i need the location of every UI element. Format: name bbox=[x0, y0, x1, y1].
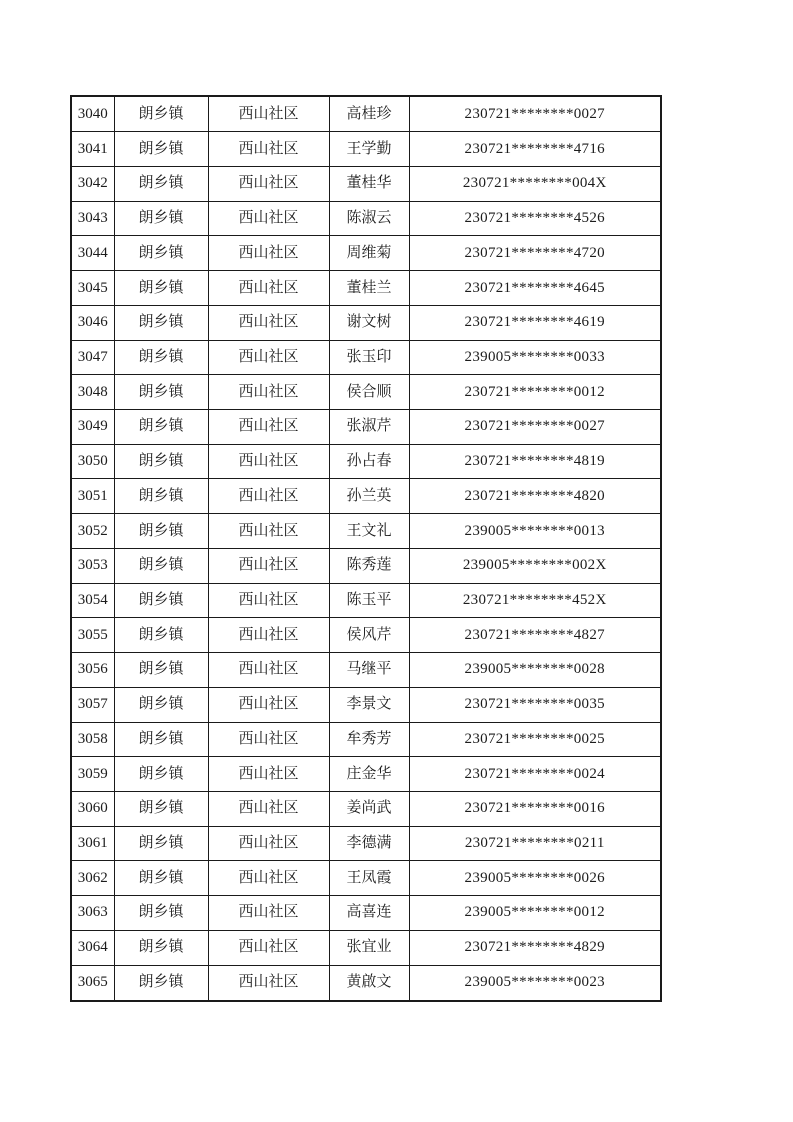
name-cell: 谢文树 bbox=[329, 305, 409, 340]
name-cell: 陈秀莲 bbox=[329, 548, 409, 583]
id-number-cell: 239005********002X bbox=[409, 548, 661, 583]
serial-cell: 3041 bbox=[71, 132, 114, 167]
serial-cell: 3044 bbox=[71, 236, 114, 271]
community-cell: 西山社区 bbox=[208, 305, 329, 340]
town-cell: 朗乡镇 bbox=[114, 201, 208, 236]
id-number-cell: 239005********0012 bbox=[409, 896, 661, 931]
id-number-cell: 230721********0012 bbox=[409, 375, 661, 410]
serial-cell: 3062 bbox=[71, 861, 114, 896]
community-cell: 西山社区 bbox=[208, 201, 329, 236]
name-cell: 孙兰英 bbox=[329, 479, 409, 514]
serial-cell: 3059 bbox=[71, 757, 114, 792]
serial-cell: 3063 bbox=[71, 896, 114, 931]
name-cell: 侯风芹 bbox=[329, 618, 409, 653]
table-row bbox=[71, 965, 661, 1001]
serial-cell: 3052 bbox=[71, 514, 114, 549]
table-row bbox=[71, 236, 661, 271]
id-number-cell: 230721********4820 bbox=[409, 479, 661, 514]
table-row bbox=[71, 618, 661, 653]
table-row bbox=[71, 271, 661, 306]
name-cell: 王凤霞 bbox=[329, 861, 409, 896]
community-cell: 西山社区 bbox=[208, 930, 329, 965]
name-cell: 庄金华 bbox=[329, 757, 409, 792]
community-cell: 西山社区 bbox=[208, 965, 329, 1001]
serial-cell: 3056 bbox=[71, 653, 114, 688]
serial-cell: 3057 bbox=[71, 687, 114, 722]
table-row bbox=[71, 757, 661, 792]
community-cell: 西山社区 bbox=[208, 410, 329, 445]
community-cell: 西山社区 bbox=[208, 722, 329, 757]
id-number-cell: 230721********4827 bbox=[409, 618, 661, 653]
table-row bbox=[71, 479, 661, 514]
community-cell: 西山社区 bbox=[208, 687, 329, 722]
serial-cell: 3054 bbox=[71, 583, 114, 618]
serial-cell: 3065 bbox=[71, 965, 114, 1001]
name-cell: 高桂珍 bbox=[329, 96, 409, 132]
name-cell: 高喜连 bbox=[329, 896, 409, 931]
town-cell: 朗乡镇 bbox=[114, 583, 208, 618]
town-cell: 朗乡镇 bbox=[114, 305, 208, 340]
town-cell: 朗乡镇 bbox=[114, 236, 208, 271]
id-number-cell: 230721********4619 bbox=[409, 305, 661, 340]
id-number-cell: 230721********0024 bbox=[409, 757, 661, 792]
id-number-cell: 230721********0211 bbox=[409, 826, 661, 861]
id-number-cell: 230721********0025 bbox=[409, 722, 661, 757]
community-cell: 西山社区 bbox=[208, 548, 329, 583]
table-row bbox=[71, 653, 661, 688]
town-cell: 朗乡镇 bbox=[114, 410, 208, 445]
table-row bbox=[71, 930, 661, 965]
community-cell: 西山社区 bbox=[208, 618, 329, 653]
town-cell: 朗乡镇 bbox=[114, 618, 208, 653]
table-row bbox=[71, 340, 661, 375]
town-cell: 朗乡镇 bbox=[114, 340, 208, 375]
id-number-cell: 239005********0023 bbox=[409, 965, 661, 1001]
table-row bbox=[71, 444, 661, 479]
town-cell: 朗乡镇 bbox=[114, 757, 208, 792]
community-cell: 西山社区 bbox=[208, 791, 329, 826]
id-number-cell: 230721********4716 bbox=[409, 132, 661, 167]
id-number-cell: 230721********0035 bbox=[409, 687, 661, 722]
town-cell: 朗乡镇 bbox=[114, 930, 208, 965]
id-number-cell: 239005********0013 bbox=[409, 514, 661, 549]
community-cell: 西山社区 bbox=[208, 236, 329, 271]
town-cell: 朗乡镇 bbox=[114, 375, 208, 410]
name-cell: 张宜业 bbox=[329, 930, 409, 965]
community-cell: 西山社区 bbox=[208, 340, 329, 375]
community-cell: 西山社区 bbox=[208, 132, 329, 167]
table-row bbox=[71, 583, 661, 618]
community-cell: 西山社区 bbox=[208, 479, 329, 514]
table-body bbox=[71, 96, 661, 1001]
town-cell: 朗乡镇 bbox=[114, 722, 208, 757]
town-cell: 朗乡镇 bbox=[114, 965, 208, 1001]
serial-cell: 3050 bbox=[71, 444, 114, 479]
name-cell: 董桂华 bbox=[329, 167, 409, 202]
table-row bbox=[71, 861, 661, 896]
name-cell: 黄啟文 bbox=[329, 965, 409, 1001]
table-row bbox=[71, 305, 661, 340]
table-row bbox=[71, 132, 661, 167]
id-number-cell: 239005********0033 bbox=[409, 340, 661, 375]
town-cell: 朗乡镇 bbox=[114, 132, 208, 167]
town-cell: 朗乡镇 bbox=[114, 791, 208, 826]
table-row bbox=[71, 514, 661, 549]
table-row bbox=[71, 826, 661, 861]
id-number-cell: 230721********4526 bbox=[409, 201, 661, 236]
name-cell: 孙占春 bbox=[329, 444, 409, 479]
table-row bbox=[71, 96, 661, 132]
town-cell: 朗乡镇 bbox=[114, 514, 208, 549]
name-cell: 姜尚武 bbox=[329, 791, 409, 826]
town-cell: 朗乡镇 bbox=[114, 96, 208, 132]
town-cell: 朗乡镇 bbox=[114, 653, 208, 688]
community-cell: 西山社区 bbox=[208, 653, 329, 688]
name-cell: 李景文 bbox=[329, 687, 409, 722]
id-number-cell: 239005********0026 bbox=[409, 861, 661, 896]
name-cell: 马继平 bbox=[329, 653, 409, 688]
name-cell: 陈淑云 bbox=[329, 201, 409, 236]
table-row bbox=[71, 410, 661, 445]
community-cell: 西山社区 bbox=[208, 757, 329, 792]
serial-cell: 3053 bbox=[71, 548, 114, 583]
community-cell: 西山社区 bbox=[208, 896, 329, 931]
community-cell: 西山社区 bbox=[208, 514, 329, 549]
name-cell: 李德满 bbox=[329, 826, 409, 861]
town-cell: 朗乡镇 bbox=[114, 896, 208, 931]
town-cell: 朗乡镇 bbox=[114, 479, 208, 514]
serial-cell: 3061 bbox=[71, 826, 114, 861]
name-cell: 董桂兰 bbox=[329, 271, 409, 306]
serial-cell: 3049 bbox=[71, 410, 114, 445]
table-row bbox=[71, 375, 661, 410]
table-row bbox=[71, 167, 661, 202]
town-cell: 朗乡镇 bbox=[114, 444, 208, 479]
serial-cell: 3042 bbox=[71, 167, 114, 202]
table-row bbox=[71, 201, 661, 236]
id-number-cell: 230721********452X bbox=[409, 583, 661, 618]
name-cell: 侯合顺 bbox=[329, 375, 409, 410]
table-row bbox=[71, 548, 661, 583]
town-cell: 朗乡镇 bbox=[114, 271, 208, 306]
town-cell: 朗乡镇 bbox=[114, 548, 208, 583]
community-cell: 西山社区 bbox=[208, 271, 329, 306]
community-cell: 西山社区 bbox=[208, 861, 329, 896]
serial-cell: 3043 bbox=[71, 201, 114, 236]
serial-cell: 3046 bbox=[71, 305, 114, 340]
id-number-cell: 230721********0027 bbox=[409, 96, 661, 132]
serial-cell: 3058 bbox=[71, 722, 114, 757]
id-number-cell: 230721********4720 bbox=[409, 236, 661, 271]
serial-cell: 3047 bbox=[71, 340, 114, 375]
id-number-cell: 230721********004X bbox=[409, 167, 661, 202]
name-cell: 王学勤 bbox=[329, 132, 409, 167]
name-cell: 王文礼 bbox=[329, 514, 409, 549]
community-cell: 西山社区 bbox=[208, 444, 329, 479]
id-number-cell: 230721********4645 bbox=[409, 271, 661, 306]
name-cell: 牟秀芳 bbox=[329, 722, 409, 757]
table-row bbox=[71, 791, 661, 826]
name-cell: 张玉印 bbox=[329, 340, 409, 375]
table-row bbox=[71, 722, 661, 757]
community-cell: 西山社区 bbox=[208, 826, 329, 861]
table-row bbox=[71, 896, 661, 931]
name-cell: 张淑芹 bbox=[329, 410, 409, 445]
town-cell: 朗乡镇 bbox=[114, 167, 208, 202]
community-cell: 西山社区 bbox=[208, 167, 329, 202]
serial-cell: 3040 bbox=[71, 96, 114, 132]
serial-cell: 3064 bbox=[71, 930, 114, 965]
serial-cell: 3051 bbox=[71, 479, 114, 514]
town-cell: 朗乡镇 bbox=[114, 861, 208, 896]
town-cell: 朗乡镇 bbox=[114, 826, 208, 861]
id-number-cell: 230721********0027 bbox=[409, 410, 661, 445]
id-number-cell: 230721********4829 bbox=[409, 930, 661, 965]
community-cell: 西山社区 bbox=[208, 96, 329, 132]
name-cell: 陈玉平 bbox=[329, 583, 409, 618]
serial-cell: 3055 bbox=[71, 618, 114, 653]
name-cell: 周维菊 bbox=[329, 236, 409, 271]
id-number-cell: 230721********4819 bbox=[409, 444, 661, 479]
serial-cell: 3048 bbox=[71, 375, 114, 410]
id-number-cell: 239005********0028 bbox=[409, 653, 661, 688]
town-cell: 朗乡镇 bbox=[114, 687, 208, 722]
id-number-cell: 230721********0016 bbox=[409, 791, 661, 826]
serial-cell: 3045 bbox=[71, 271, 114, 306]
serial-cell: 3060 bbox=[71, 791, 114, 826]
table-row bbox=[71, 687, 661, 722]
community-cell: 西山社区 bbox=[208, 375, 329, 410]
resident-id-table bbox=[70, 95, 662, 1002]
community-cell: 西山社区 bbox=[208, 583, 329, 618]
